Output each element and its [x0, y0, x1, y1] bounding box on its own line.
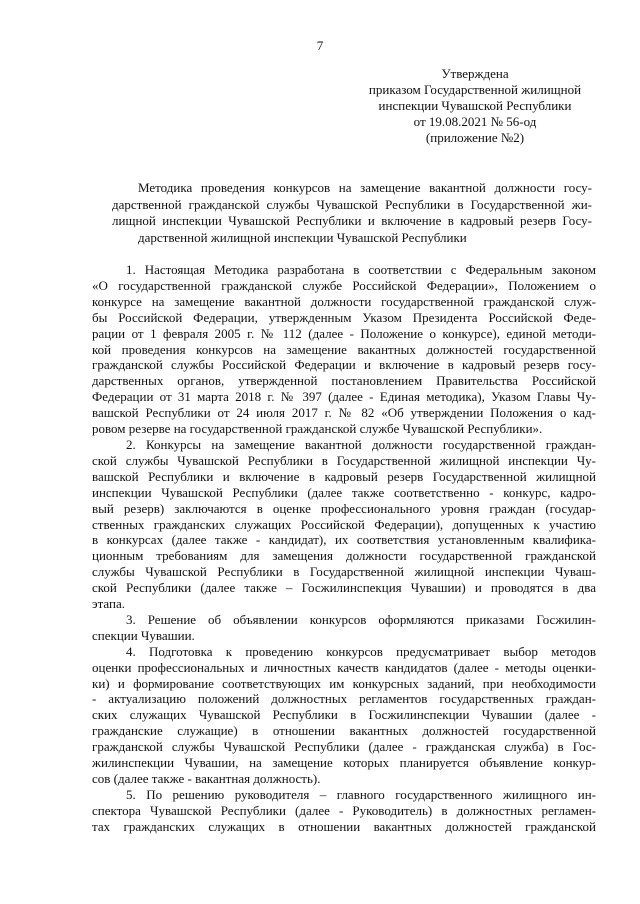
paragraph-line: спектора Чувашской Республики (далее - Руководитель) в должностных регламен- [92, 802, 596, 818]
paragraph-line: ционным требованиям для замещения должности государственной гражданской [92, 548, 596, 564]
paragraph-first-line: 3. Решение об объявлении конкурсов оформляются приказами Госжилин- [126, 611, 596, 627]
paragraph-line: оценки профессиональных и личностных качеств кандидатов (далее - методы оценки- [92, 659, 596, 675]
paragraph-line: гражданской службы Чувашской Республики (далее - гражданская служба) в Гос- [92, 739, 596, 755]
paragraph-line: сов (далее также - вакантная должность). [92, 771, 321, 786]
title-line: Методика проведения конкурсов на замещение вакантной должности госу- [138, 180, 592, 195]
paragraph-line: бы Российской Федерации, утвержденным Указом Президента Российской Феде- [92, 309, 596, 325]
document-title [112, 180, 592, 246]
paragraph-first-line: 1. Настоящая Методика разработана в соответствии с Федеральным законом [126, 262, 596, 277]
paragraph-first-line: 5. По решению руководителя – главного государственного жилищного ин- [126, 786, 596, 802]
paragraph-line: «О государственной гражданской службе Российской Федерации», Положением о [92, 277, 596, 293]
page-number: 7 [316, 38, 324, 53]
paragraph-line: ки) и формирование соответствующих им конкурсных заданий, при необходимости [92, 675, 596, 691]
paragraph-line: гражданские служащие) в отношении вакантных должностей государственной [92, 723, 596, 739]
paragraph-line: этапа. [92, 596, 125, 612]
paragraph-line: дарственных органов, утвержденной постановлением Правительства Российской [92, 373, 596, 389]
paragraph-line: вашской Республики и включение в кадровый резерв Государственной жилищной [92, 468, 596, 484]
paragraph-line: - актуализацию положений должностных регламентов государственных граждан- [92, 691, 596, 707]
paragraph-line: спекции Чувашии. [92, 627, 195, 643]
paragraph-first-line: 4. Подготовка к проведению конкурсов предусматривает выбор методов [126, 643, 596, 659]
title-line: дарственной жилищной инспекции Чувашской Республики [138, 229, 467, 245]
paragraph-line: жилинспекции Чувашии, на замещение которых планируется объявление конкур- [92, 755, 596, 771]
paragraph-line: ственных гражданских служащих Российской Федерации), допущенных к участию [92, 516, 596, 532]
paragraph-line: кой проведения конкурсов на замещение вакантных должностей государственной [92, 341, 596, 357]
paragraph-line: ской службы Чувашской Республики в Государственной жилищной инспекции Чу- [92, 452, 596, 468]
approval-line: Утверждена [441, 66, 509, 81]
paragraph-line: инспекции Чувашской Республики (далее также соответственно - конкурс, кадро- [92, 484, 596, 500]
approval-line: инспекции Чувашской Республики [378, 98, 572, 113]
title-line: дарственной гражданской службы Чувашской Республики в Государственной жи- [112, 196, 592, 212]
paragraph-line: ских служащих Чувашской Республики в Госжилинспекции Чувашии (далее - [92, 707, 596, 723]
title-line: лищной инспекции Чувашской Республики и включение в кадровый резерв Госу- [112, 213, 592, 228]
approval-line: от 19.08.2021 № 56-од [413, 114, 537, 129]
paragraph-line: ровом резерве на государственной гражданской службе Чувашской Республики». [92, 421, 543, 437]
approval-stamp [340, 66, 610, 146]
paragraph-line: Федерации от 31 марта 2018 г. № 397 (далее - Единая методика), Указом Главы Чу- [92, 389, 596, 405]
paragraph-line: службы Чувашской Республики в Государственной жилищной инспекции Чуваш- [92, 564, 596, 580]
approval-line: (приложение №2) [425, 130, 525, 145]
paragraph-line: гражданской службы Российской Федерации и включение в кадровый резерв госу- [92, 357, 596, 373]
paragraph-line: конкурсе на замещение вакантной должности государственной гражданской служ- [92, 293, 596, 309]
approval-line: приказом Государственной жилищной [368, 82, 582, 97]
paragraph-line: вый резерв) заключаются в оценке профессионального уровня граждан (государ- [92, 500, 596, 516]
paragraph-first-line: 2. Конкурсы на замещение вакантной должности государственной граждан- [126, 436, 596, 452]
paragraph-line: рации от 1 февраля 2005 г. № 112 (далее - Положение о конкурсе), единой методи- [92, 325, 596, 341]
paragraph-line: ской Республики (далее также – Госжилинспекция Чувашии) и проводятся в два [92, 580, 596, 596]
paragraph-line: в конкурсах (далее также - кандидат), их соответствия установленным квалифика- [92, 532, 596, 548]
paragraph-line: вашской Республики от 24 июля 2017 г. № 82 «Об утверждении Положения о кад- [92, 405, 596, 421]
paragraph-line: тах гражданских служащих в отношении вакантных должностей гражданской [92, 818, 596, 834]
document-body [92, 262, 596, 835]
